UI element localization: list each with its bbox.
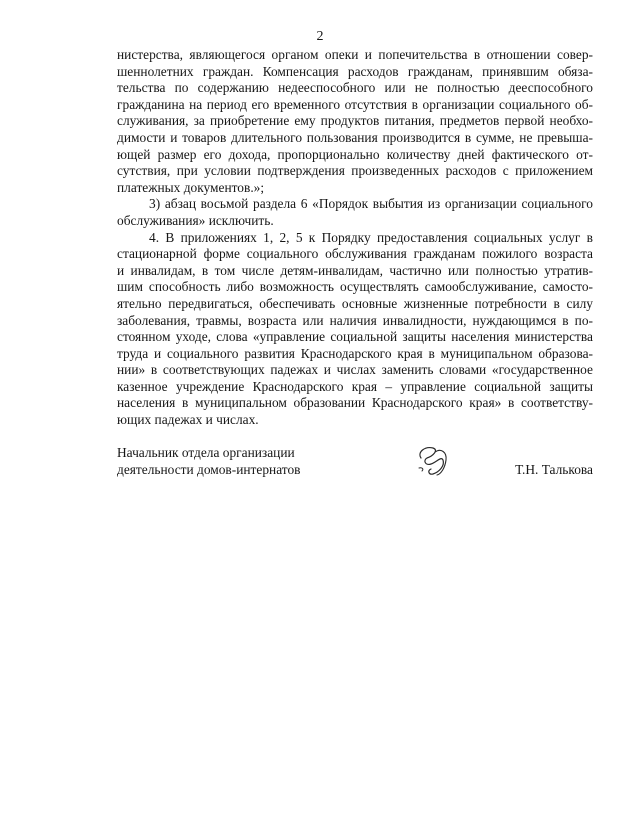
text-line: сутствия, при условии подтверждения произведенных расходов с приложением bbox=[117, 163, 593, 179]
text-line: нистерства, являющегося органом опеки и попечительства в отношении совер- bbox=[117, 47, 593, 62]
text-line: шеннолетних граждан. Компенсация расходов гражданам, принявшим обяза- bbox=[117, 63, 593, 79]
text-line: гражданина на период его временного отсутствия в организации социального об- bbox=[117, 96, 593, 112]
text-line: тельства по содержанию недееспособного или не полностью дееспособного bbox=[117, 80, 593, 96]
text-line: ющих падежах и числах. bbox=[117, 412, 259, 428]
text-line: шим способность либо возможность осуществлять самообслуживание, самосто- bbox=[117, 279, 593, 295]
text-line: заболевания, травмы, возраста или наличия инвалидности, нуждающимся в по- bbox=[117, 312, 593, 328]
signatory-title-line: деятельности домов-интернатов bbox=[117, 462, 301, 477]
text-line: труда и социального развития Краснодарского края в муниципальном образова- bbox=[117, 345, 593, 361]
text-line: ятельно передвигаться, обеспечивать основные жизненные потребности в силу bbox=[117, 295, 593, 311]
paragraph-1 bbox=[117, 47, 593, 196]
text-line: нии» в соответствующих падежах и числах заменить словами «государственное bbox=[117, 362, 593, 378]
signatory-name: Т.Н. Талькова bbox=[515, 462, 593, 477]
text-line: населения в муниципальном образовании Краснодарского края» в соответству- bbox=[117, 395, 593, 411]
text-line: и инвалидам, в том числе детям-инвалидам, частично или полностью утратив- bbox=[117, 262, 593, 278]
text-line: ющей размер его дохода, пропорционально количеству дней фактического от- bbox=[117, 146, 593, 162]
text-line: платежных документов.»; bbox=[117, 179, 265, 195]
signatory-title bbox=[117, 444, 301, 478]
paragraph-3 bbox=[117, 230, 593, 429]
text-line: стационарной форме социального обслуживания гражданам пожилого возраста bbox=[117, 246, 593, 262]
text-line: 4. В приложениях 1, 2, 5 к Порядку предоставления социальных услуг в bbox=[149, 229, 593, 245]
page-number: 2 bbox=[316, 29, 324, 44]
document-body bbox=[117, 47, 593, 429]
text-line: димости и товаров длительного пользования производится в сумме, не превыша- bbox=[117, 129, 593, 145]
text-line: казенное учреждение Краснодарского края – управление социальной защиты bbox=[117, 378, 593, 394]
text-line: служивания, за приобретение ему продуктов питания, предметов первой необхо- bbox=[117, 113, 593, 129]
paragraph-2 bbox=[117, 196, 593, 229]
text-line: 3) абзац восьмой раздела 6 «Порядок выбытия из организации социального bbox=[149, 196, 593, 212]
text-line: обслуживания» исключить. bbox=[117, 212, 274, 228]
handwritten-signature bbox=[413, 444, 453, 478]
text-line: стоянном уходе, слова «управление социальной защиты населения министерства bbox=[117, 329, 593, 345]
signature-block bbox=[117, 444, 593, 484]
signatory-title-line: Начальник отдела организации bbox=[117, 445, 295, 460]
